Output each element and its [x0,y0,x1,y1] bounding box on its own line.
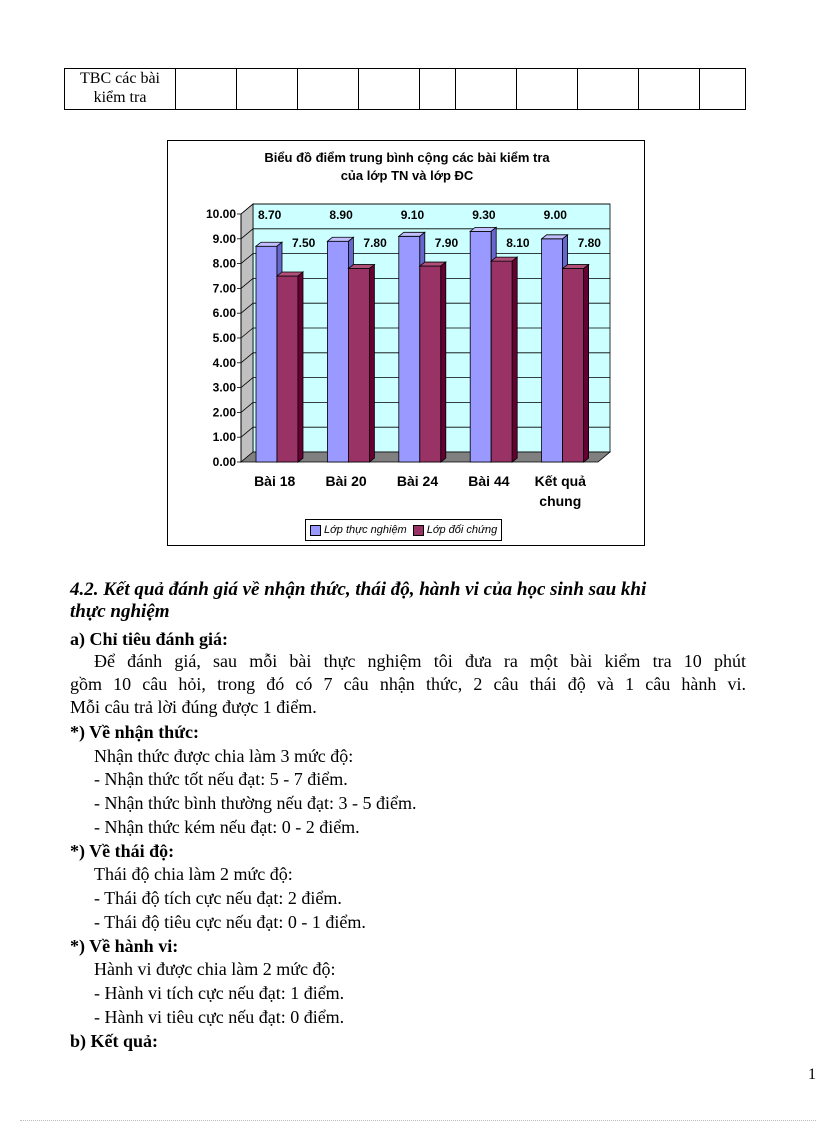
subsection-a-paragraph [70,650,746,719]
legend-swatch-icon [310,525,321,536]
y-tick-label: 9.00 [212,231,236,246]
legend-label: Lớp thực nghiệm [324,524,407,536]
table-cell [359,69,420,110]
data-label: 8.90 [329,208,353,222]
x-tick-label: Bài 20 [325,473,367,489]
table-cell [639,69,700,110]
x-tick-label: Bài 44 [468,473,510,489]
bar-side [441,262,446,462]
chart-canvas [168,141,646,547]
data-label: 7.80 [363,236,387,250]
y-tick-label: 7.00 [212,281,236,296]
y-tick-label: 8.00 [212,256,236,271]
list-item: - Nhận thức kém nếu đạt: 0 - 2 điểm. [94,817,360,837]
hanh-vi-intro: Hành vi được chia làm 2 mức độ: [94,959,336,979]
y-tick-label: 5.00 [212,331,236,345]
data-label: 8.70 [258,208,282,222]
y-tick-label: 10.00 [205,207,236,221]
bar [327,241,348,462]
data-label: 9.30 [472,208,496,222]
score-table [64,68,746,110]
list-item: - Thái độ tích cực nếu đạt: 2 điểm. [94,888,342,908]
list-item: - Nhận thức tốt nếu đạt: 5 - 7 điểm. [94,769,348,789]
chart-title: Biểu đồ điểm trung bình cộng các bài kiểm tra [264,150,550,165]
bar [542,239,563,462]
bar-side [512,257,517,462]
list-item: - Hành vi tích cực nếu đạt: 1 điểm. [94,983,345,1003]
table-cell [176,69,237,110]
x-tick-label: chung [539,493,582,509]
bar [470,231,491,462]
paragraph-line: gồm 10 câu hỏi, trong đó có 7 câu nhận thức, 2 câu thái độ và 1 câu hành vi. [70,674,746,694]
list-item: - Nhận thức bình thường nếu đạt: 3 - 5 điểm. [94,793,417,813]
bar [563,269,584,462]
table-cell [700,69,746,110]
section-heading [70,578,760,623]
paragraph-line: Mỗi câu trả lời đúng được 1 điểm. [70,697,317,717]
y-tick-label: 2.00 [212,405,236,420]
data-label: 7.90 [434,236,459,250]
bar [491,261,512,462]
x-tick-label: Bài 24 [396,473,439,489]
table-cell [578,69,639,110]
legend-item-tn [310,524,407,536]
chart-title: của lớp TN và lớp ĐC [340,168,474,183]
thai-do-title: *) Về thái độ: [70,841,175,861]
subsection-b-title: b) Kết quả: [70,1031,159,1051]
bar-side [584,265,589,462]
bar-chart [167,140,645,546]
y-tick-label: 0.00 [212,455,236,469]
bar-side [298,272,303,462]
nhan-thuc-intro: Nhận thức được chia làm 3 mức độ: [94,746,354,766]
y-tick-label: 6.00 [212,306,236,321]
legend-label: Lớp đối chứng [426,524,498,536]
data-label: 9.00 [543,208,567,222]
bar [399,236,420,462]
table-cell [237,69,298,110]
y-tick-label: 3.00 [212,380,236,395]
x-tick-label: Bài 18 [254,473,296,489]
table-cell [517,69,578,110]
list-item: - Thái độ tiêu cực nếu đạt: 0 - 1 điểm. [94,912,366,932]
table-row [65,69,746,110]
table-cell [420,69,456,110]
legend-item-dc [413,524,498,536]
data-label: 7.50 [292,236,316,250]
x-tick-label: Kết quả [534,473,586,489]
table-row-label: TBC các bài kiểm tra [65,69,176,110]
data-label: 8.10 [506,236,530,250]
hanh-vi-title: *) Về hành vi: [70,936,179,956]
page-number: 1 [808,1066,816,1083]
section-heading-line: 4.2. Kết quả đánh giá về nhận thức, thái độ, hành vi của học sinh sau khi [70,579,647,600]
nhan-thuc-title: *) Về nhận thức: [70,722,199,742]
y-tick-label: 4.00 [212,355,236,370]
list-item: - Hành vi tiêu cực nếu đạt: 0 điểm. [94,1007,345,1027]
table-cell [456,69,517,110]
chart-legend [305,519,502,541]
data-label: 7.80 [577,236,601,250]
page-bottom-divider [20,1120,816,1121]
thai-do-intro: Thái độ chia làm 2 mức độ: [94,864,293,884]
section-heading-line: thực nghiệm [70,601,170,622]
bar-side [369,265,374,462]
paragraph-line: Để đánh giá, sau mỗi bài thực nghiệm tôi đưa ra một bài kiểm tra 10 phút [94,651,746,671]
legend-swatch-icon [413,525,424,536]
bar [277,276,298,462]
bar [256,246,277,462]
table-cell [298,69,359,110]
bar [348,269,369,462]
bar [420,266,441,462]
data-label: 9.10 [400,208,425,222]
subsection-a-title: a) Chỉ tiêu đánh giá: [70,629,229,649]
y-tick-label: 1.00 [212,430,236,445]
